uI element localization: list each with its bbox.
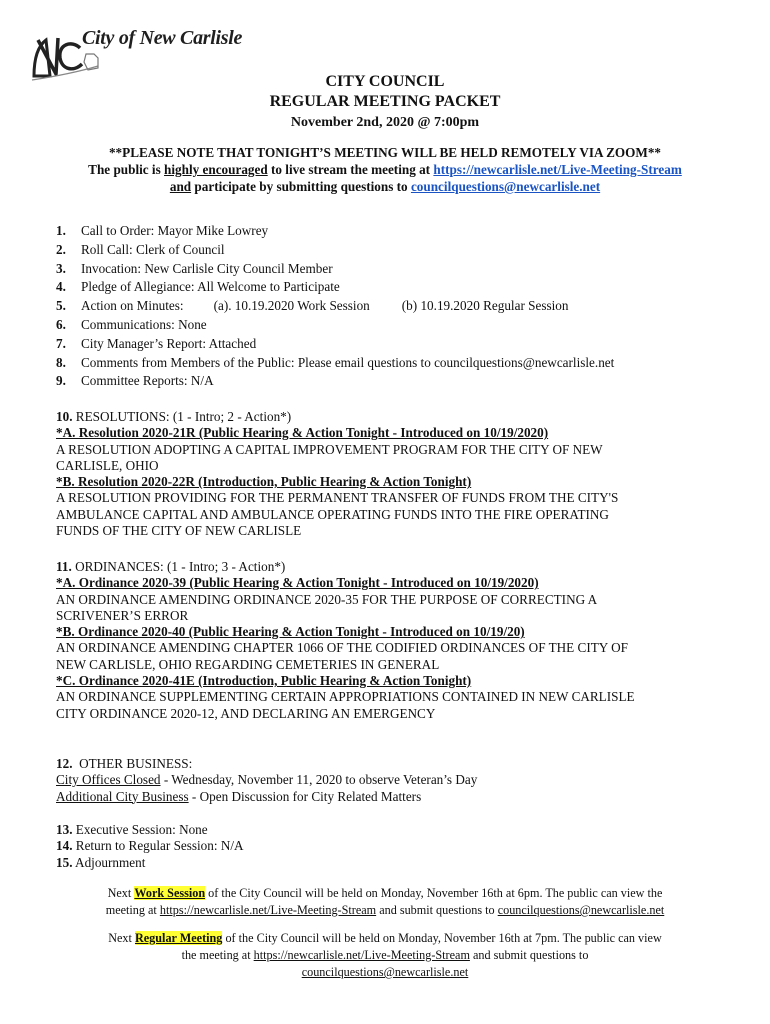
- questions-notice-mid: participate by submitting questions to: [191, 179, 411, 194]
- agenda-text: Return to Regular Session: N/A: [72, 838, 244, 854]
- ordinances-section: [56, 559, 696, 722]
- footer-text: and submit questions to: [469, 948, 589, 962]
- agenda-text: Comments from Members of the Public: Please email questions to councilquestions@newcarlisle.net: [81, 354, 615, 370]
- ordinance-c-title: *C. Ordinance 2020-41E (Introduction, Public Hearing & Action Tonight): [56, 673, 472, 689]
- ordinance-b-text: NEW CARLISLE, OHIO REGARDING CEMETERIES IN GENERAL: [56, 656, 440, 672]
- agenda-item: [56, 261, 716, 280]
- resolution-b-text: AMBULANCE CAPITAL AND AMBULANCE OPERATING FUNDS INTO THE FIRE OPERATING: [56, 506, 609, 522]
- agenda-number: 7.: [56, 335, 66, 351]
- next-regular-meeting-notice: [0, 930, 770, 981]
- work-session-highlight: Work Session: [134, 886, 206, 900]
- section-number: 11.: [56, 559, 72, 574]
- section-title: OTHER BUSINESS:: [72, 756, 193, 771]
- stream-notice-mid: to live stream the meeting at: [267, 162, 434, 177]
- ordinance-c-text: CITY ORDINANCE 2020-12, AND DECLARING AN EMERGENCY: [56, 705, 436, 721]
- next-regular-meeting-line3: [0, 964, 770, 981]
- footer-text: Next: [107, 886, 135, 900]
- next-work-session-line2: [0, 902, 770, 919]
- questions-notice: [0, 178, 770, 195]
- next-regular-meeting-line1: [0, 930, 770, 947]
- stream-notice-pre: The public is: [88, 162, 165, 177]
- agenda-text: Invocation: New Carlisle City Council Member: [81, 260, 333, 276]
- agenda-item: [56, 822, 696, 838]
- section-heading: [56, 559, 696, 575]
- footer-text: of the City Council will be held on Monday, November 16th at 6pm. The public can view the: [205, 886, 663, 900]
- section-title: ORDINANCES: (1 - Intro; 3 - Action*): [71, 559, 286, 574]
- ordinance-a-text: SCRIVENER’S ERROR: [56, 607, 189, 623]
- footer-text: the meeting at: [181, 948, 254, 962]
- agenda-list: [56, 223, 716, 392]
- agenda-item: [56, 355, 716, 374]
- additional-business-label: Additional City Business: [56, 788, 189, 804]
- footer-text: meeting at: [105, 903, 160, 917]
- section-heading: [56, 409, 696, 425]
- agenda-number: 1.: [56, 223, 66, 238]
- agenda-text: Action on Minutes:: [81, 298, 184, 314]
- page-subtitle: REGULAR MEETING PACKET: [269, 93, 501, 110]
- zoom-notice: **PLEASE NOTE THAT TONIGHT’S MEETING WILL BE HELD REMOTELY VIA ZOOM**: [108, 145, 662, 160]
- agenda-text: City Manager’s Report: Attached: [81, 335, 257, 351]
- resolution-b-title: *B. Resolution 2020-22R (Introduction, Public Hearing & Action Tonight): [56, 474, 472, 490]
- agenda-number: 2.: [56, 241, 66, 257]
- questions-notice-emphasis: and: [169, 179, 192, 194]
- agenda-number: 15.: [56, 854, 73, 870]
- other-business-item: [56, 789, 696, 805]
- section-number: 12.: [56, 756, 73, 771]
- agenda-item: [56, 855, 696, 871]
- logo-text: City of New Carlisle: [82, 27, 243, 49]
- resolution-a-text: CARLISLE, OHIO: [56, 457, 159, 473]
- minutes-work-session: (a). 10.19.2020 Work Session: [213, 298, 370, 314]
- additional-business-text: - Open Discussion for City Related Matters: [188, 788, 422, 804]
- agenda-number: 6.: [56, 316, 66, 332]
- resolution-b-text: A RESOLUTION PROVIDING FOR THE PERMANENT TRANSFER OF FUNDS FROM THE CITY'S: [56, 490, 619, 506]
- footer-stream-url-link[interactable]: https://newcarlisle.net/Live-Meeting-Stream: [159, 903, 377, 917]
- agenda-text: Call to Order: Mayor Mike Lowrey: [81, 223, 269, 238]
- section-title: RESOLUTIONS: (1 - Intro; 2 - Action*): [72, 409, 292, 424]
- footer-stream-url-link[interactable]: https://newcarlisle.net/Live-Meeting-Stream: [253, 948, 470, 962]
- footer-text: and submit questions to: [376, 903, 498, 917]
- next-regular-meeting-line2: [0, 947, 770, 964]
- agenda-text: Roll Call: Clerk of Council: [81, 241, 225, 257]
- agenda-item: [56, 838, 696, 854]
- agenda-text: Adjournment: [72, 854, 146, 870]
- stream-notice: [0, 161, 770, 178]
- ordinance-b-title: *B. Ordinance 2020-40 (Public Hearing & Action Tonight - Introduced on 10/19/20): [56, 624, 525, 640]
- resolution-a-text: A RESOLUTION ADOPTING A CAPITAL IMPROVEMENT PROGRAM FOR THE CITY OF NEW: [56, 441, 603, 457]
- agenda-item: [56, 242, 716, 261]
- agenda-number: 14.: [56, 838, 73, 854]
- agenda-number: 8.: [56, 354, 66, 370]
- agenda-text: Executive Session: None: [72, 822, 208, 837]
- agenda-number: 13.: [56, 822, 73, 837]
- resolution-b-text: FUNDS OF THE CITY OF NEW CARLISLE: [56, 523, 302, 539]
- resolution-a-title: *A. Resolution 2020-21R (Public Hearing & Action Tonight - Introduced on 10/19/2020): [56, 425, 549, 441]
- agenda-item: [56, 223, 716, 242]
- agenda-text: Committee Reports: N/A: [81, 373, 214, 389]
- ordinance-b-text: AN ORDINANCE AMENDING CHAPTER 1066 OF THE CODIFIED ORDINANCES OF THE CITY OF: [56, 640, 628, 656]
- next-work-session-line1: [0, 885, 770, 902]
- footer-email-link[interactable]: councilquestions@newcarlisle.net: [497, 903, 665, 917]
- agenda-number: 5.: [56, 298, 66, 314]
- resolutions-section: [56, 409, 696, 539]
- footer-text: of the City Council will be held on Monday, November 16th at 7pm. The public can view: [222, 931, 662, 945]
- agenda-item: [56, 298, 716, 317]
- agenda-text: Pledge of Allegiance: All Welcome to Participate: [81, 279, 340, 295]
- offices-closed-label: City Offices Closed: [56, 772, 161, 788]
- footer-text: Next: [108, 931, 135, 945]
- page-title: CITY COUNCIL: [325, 73, 445, 90]
- closing-section: [56, 822, 696, 871]
- agenda-item: [56, 317, 716, 336]
- ordinance-a-text: AN ORDINANCE AMENDING ORDINANCE 2020-35 FOR THE PURPOSE OF CORRECTING A: [56, 591, 598, 607]
- ordinance-a-title: *A. Ordinance 2020-39 (Public Hearing & Action Tonight - Introduced on 10/19/2020): [56, 575, 539, 591]
- meeting-date: November 2nd, 2020 @ 7:00pm: [290, 115, 480, 130]
- other-business-section: [56, 756, 696, 805]
- section-heading: [56, 756, 696, 772]
- agenda-item: [56, 336, 716, 355]
- questions-email-link[interactable]: councilquestions@newcarlisle.net: [410, 179, 601, 194]
- agenda-number: 9.: [56, 373, 66, 389]
- ordinance-c-text: AN ORDINANCE SUPPLEMENTING CERTAIN APPROPRIATIONS CONTAINED IN NEW CARLISLE: [56, 689, 635, 705]
- stream-url-link[interactable]: https://newcarlisle.net/Live-Meeting-Stream: [433, 162, 682, 177]
- other-business-item: [56, 772, 696, 788]
- agenda-text: Communications: None: [81, 316, 207, 332]
- regular-meeting-highlight: Regular Meeting: [134, 931, 223, 945]
- section-number: 10.: [56, 409, 73, 424]
- stream-notice-emphasis: highly encouraged: [164, 162, 268, 177]
- agenda-number: 3.: [56, 260, 66, 276]
- agenda-item: [56, 373, 716, 392]
- footer-email-link[interactable]: councilquestions@newcarlisle.net: [301, 965, 469, 979]
- agenda-item: [56, 279, 716, 298]
- next-work-session-notice: [0, 885, 770, 919]
- agenda-number: 4.: [56, 279, 66, 295]
- minutes-regular-session: (b) 10.19.2020 Regular Session: [401, 298, 569, 314]
- offices-closed-text: - Wednesday, November 11, 2020 to observe Veteran’s Day: [160, 772, 478, 788]
